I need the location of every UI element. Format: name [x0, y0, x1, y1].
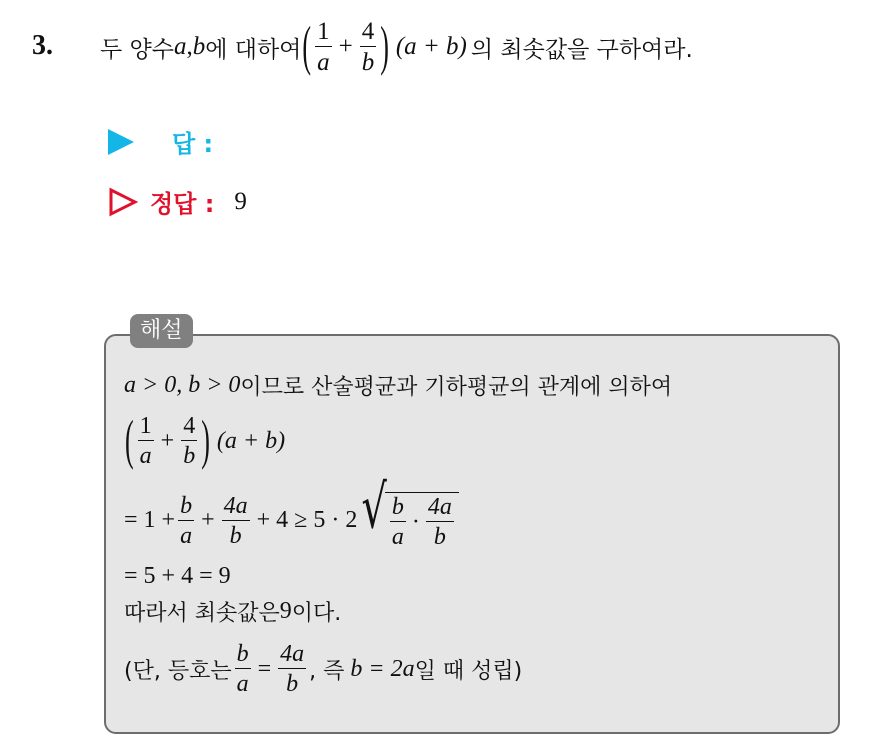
- fraction-denominator: a: [391, 524, 404, 550]
- problem-text-3: 의 최솟값을 구하여라.: [470, 36, 693, 63]
- problem-statement: [100, 14, 693, 80]
- solution-line-5-text: 따라서 최솟값은: [124, 601, 280, 626]
- problem-left-paren: (: [302, 15, 312, 77]
- fraction-numerator: b: [180, 492, 193, 519]
- fraction-numerator: 4a: [427, 494, 452, 520]
- radical-sign: √: [361, 473, 387, 543]
- answer-triangle-icon: [108, 129, 134, 155]
- dot-operator: ·: [411, 508, 420, 535]
- equality-condition: b = 2a: [350, 655, 415, 682]
- problem-fraction-1: [315, 19, 332, 75]
- correct-answer-label: 정답 :: [150, 190, 215, 218]
- problem-fraction-2: [360, 19, 377, 75]
- solution-line-5-number: 9: [279, 598, 292, 624]
- fraction: [181, 414, 197, 468]
- solution-line-4: = 5 + 4 = 9: [124, 563, 231, 589]
- problem-right-paren: ): [380, 15, 389, 77]
- square-root: [361, 473, 459, 550]
- fraction-numerator: 4a: [223, 492, 248, 519]
- solution-line-3: [124, 473, 459, 550]
- solution-line-5-end: 이다.: [291, 601, 342, 626]
- fraction: [222, 494, 250, 548]
- solution-line-3-prefix: = 1 +: [124, 507, 176, 533]
- fraction-denominator: a: [139, 443, 152, 469]
- fraction: [390, 495, 406, 549]
- answer-label: 답 :: [172, 130, 214, 158]
- fraction-denominator: a: [180, 522, 193, 549]
- fraction-numerator: 4: [361, 18, 375, 45]
- solution-line-6: [124, 642, 522, 696]
- correct-answer-value: 9: [234, 187, 247, 215]
- solution-line-6-close: 일 때 성립): [414, 658, 523, 684]
- fraction-denominator: b: [183, 443, 196, 469]
- solution-line-3-mid: + 4 ≥ 5 · 2: [256, 507, 358, 533]
- fraction-denominator: a: [317, 49, 330, 76]
- fraction: [426, 495, 454, 549]
- problem-comma: ,: [186, 33, 193, 60]
- problem-text-1: 두 양수: [100, 36, 174, 63]
- correct-answer-triangle-icon: [108, 187, 138, 217]
- right-paren: ): [201, 409, 210, 471]
- fraction-numerator: 4: [183, 413, 196, 439]
- fraction-denominator: b: [229, 522, 242, 549]
- answer-row: [108, 124, 213, 159]
- fraction-denominator: b: [361, 49, 375, 76]
- fraction: [178, 494, 194, 548]
- problem-var-a: a: [173, 33, 187, 60]
- solution-factor: (a + b): [216, 427, 286, 454]
- left-paren: (: [125, 409, 134, 471]
- solution-line-5: [124, 596, 341, 627]
- fraction-numerator: b: [391, 494, 404, 520]
- fraction: [235, 642, 251, 696]
- fraction-denominator: a: [236, 671, 249, 697]
- solution-line-1: [124, 370, 672, 401]
- problem-var-b: b: [192, 33, 206, 60]
- solution-line-1-text: 이므로 산술평균과 기하평균의 관계에 의하여: [240, 375, 673, 400]
- fraction-numerator: 4a: [280, 641, 305, 667]
- correct-answer-row: [108, 184, 247, 219]
- fraction-denominator: b: [286, 671, 299, 697]
- plus-sign: +: [201, 507, 215, 533]
- plus-sign: +: [338, 33, 353, 60]
- equals-sign: =: [257, 655, 272, 682]
- fraction: [278, 642, 306, 696]
- plus-sign: +: [160, 427, 175, 454]
- problem-factor: (a + b): [395, 33, 467, 60]
- fraction-numerator: 1: [139, 413, 152, 439]
- solution-line-6-comma-text: , 즉: [309, 658, 345, 684]
- radicand: [385, 492, 459, 549]
- fraction-numerator: b: [236, 641, 249, 667]
- solution-tag: 해설: [130, 314, 193, 348]
- fraction: [138, 414, 154, 468]
- problem-number: 3.: [32, 30, 53, 61]
- solution-line-6-open: (단, 등호는: [124, 658, 232, 684]
- problem-text-2: 에 대하여: [205, 36, 302, 63]
- solution-condition: a > 0, b > 0: [124, 372, 241, 398]
- fraction-numerator: 1: [317, 18, 330, 45]
- fraction-denominator: b: [433, 524, 446, 550]
- solution-line-2: [124, 409, 286, 471]
